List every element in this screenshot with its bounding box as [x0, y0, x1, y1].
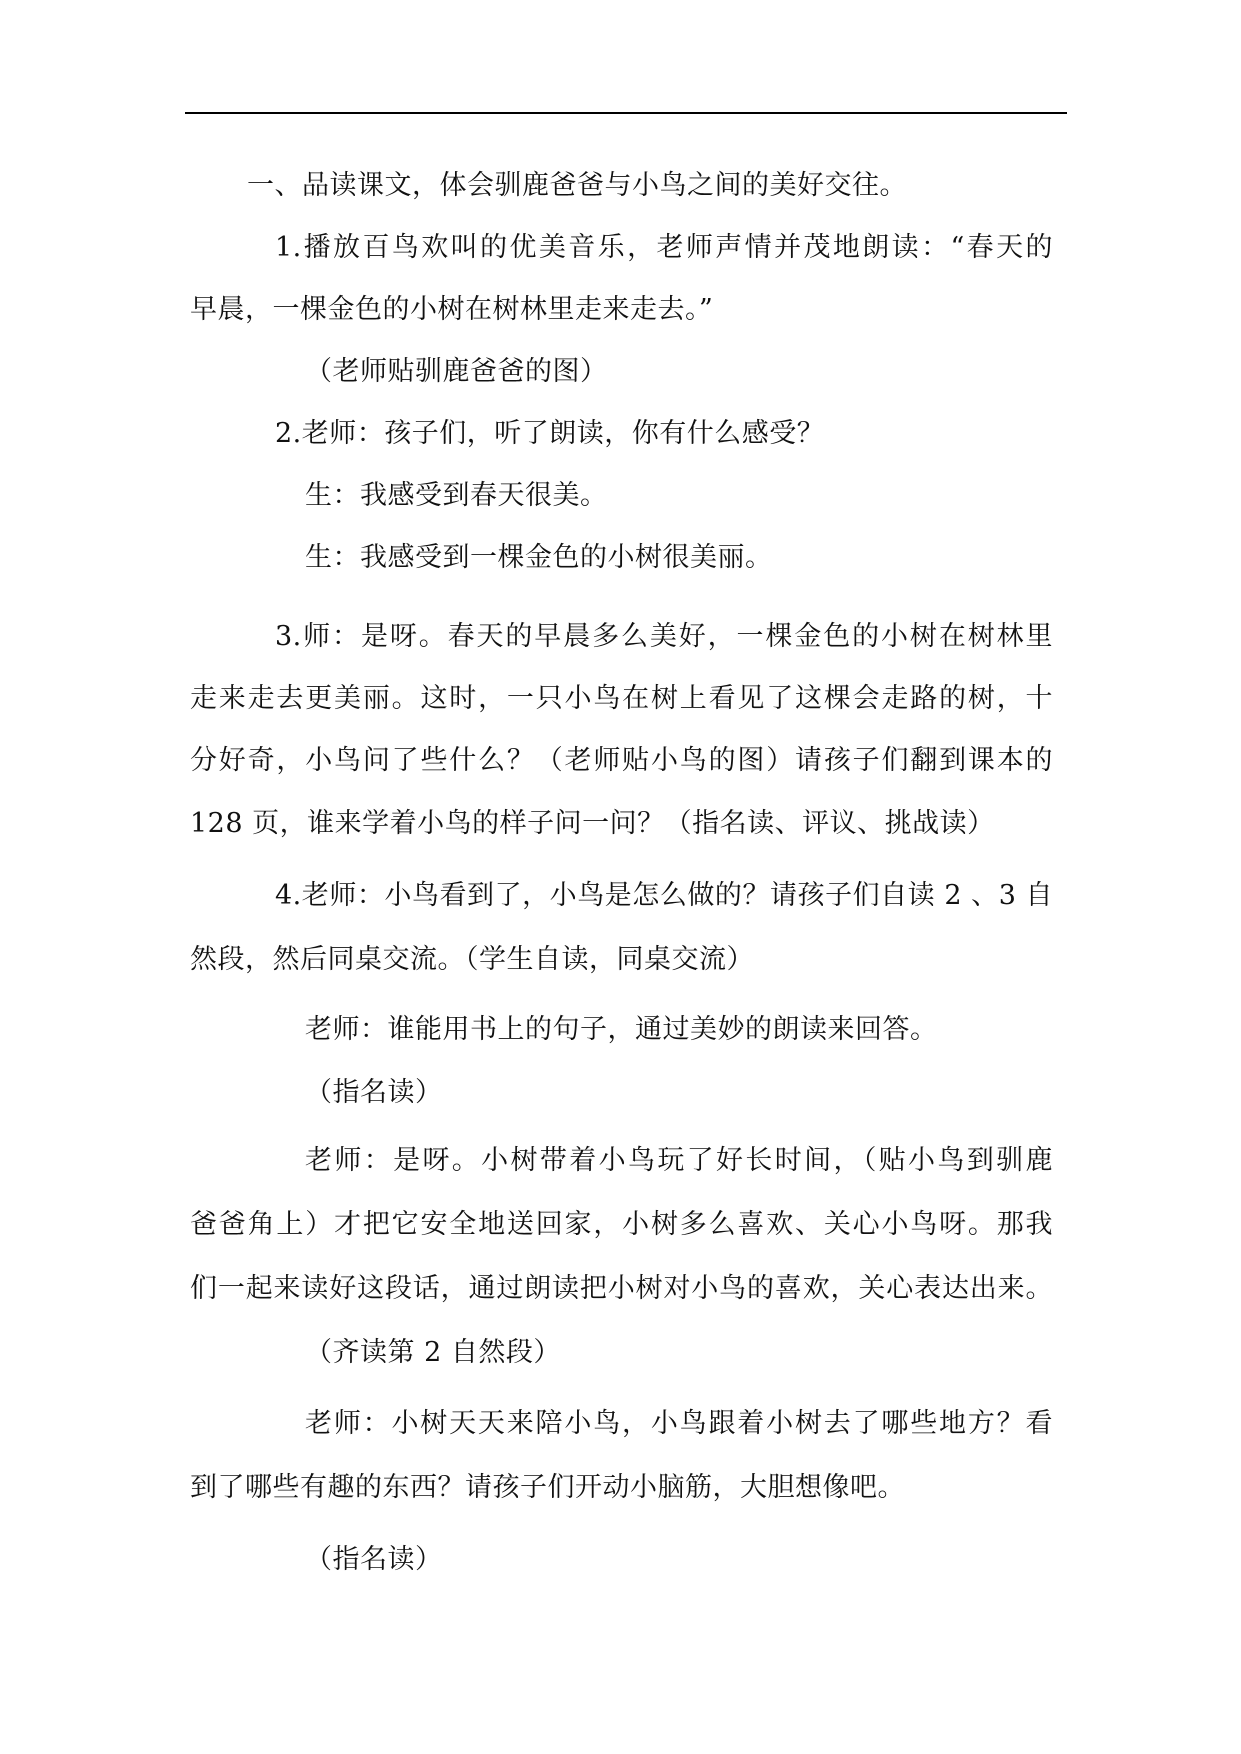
section-heading: 一、品读课文，体会驯鹿爸爸与小鸟之间的美好交往。 [247, 170, 907, 201]
paragraph-line: 早晨，一棵金色的小树在树林里走来走去。” [190, 294, 714, 325]
paragraph-line: 走来走去更美丽。这时，一只小鸟在树上看见了这棵会走路的树，十 [190, 683, 1053, 714]
paragraph-line: 然段，然后同桌交流。（学生自读，同桌交流） [190, 944, 754, 975]
header-rule [185, 112, 1067, 114]
paragraph-line: 老师：小树天天来陪小鸟，小鸟跟着小树去了哪些地方？看 [305, 1408, 1053, 1439]
paragraph-line: 爸爸角上）才把它安全地送回家，小树多么喜欢、关心小鸟呀。那我 [190, 1209, 1053, 1240]
stage-direction: （指名读） [305, 1077, 443, 1108]
paragraph-line: 分好奇，小鸟问了些什么？（老师贴小鸟的图）请孩子们翻到课本的 [190, 745, 1053, 776]
paragraph-line: 1.播放百鸟欢叫的优美音乐，老师声情并茂地朗读：“春天的 [275, 232, 1053, 263]
stage-direction: （齐读第 2 自然段） [305, 1337, 561, 1368]
stage-direction: （指名读） [305, 1544, 443, 1575]
student-answer: 生：我感受到春天很美。 [305, 480, 608, 511]
paragraph-line: 128 页，谁来学着小鸟的样子问一问？（指名读、评议、挑战读） [190, 808, 995, 839]
paragraph-line: 3.师：是呀。春天的早晨多么美好，一棵金色的小树在树林里 [275, 621, 1053, 652]
paragraph-line: 2.老师：孩子们，听了朗读，你有什么感受？ [275, 418, 825, 449]
paragraph-line: 们一起来读好这段话，通过朗读把小树对小鸟的喜欢，关心表达出来。 [190, 1273, 1053, 1304]
paragraph-line: 4.老师：小鸟看到了，小鸟是怎么做的？请孩子们自读 2 、3 自 [275, 880, 1053, 911]
paragraph-line: 到了哪些有趣的东西？请孩子们开动小脑筋，大胆想像吧。 [190, 1472, 905, 1503]
paragraph-line: 老师：谁能用书上的句子，通过美妙的朗读来回答。 [305, 1014, 938, 1045]
student-answer: 生：我感受到一棵金色的小树很美丽。 [305, 542, 773, 573]
paragraph-line: 老师：是呀。小树带着小鸟玩了好长时间，（贴小鸟到驯鹿 [305, 1145, 1053, 1176]
stage-direction: （老师贴驯鹿爸爸的图） [305, 356, 608, 387]
